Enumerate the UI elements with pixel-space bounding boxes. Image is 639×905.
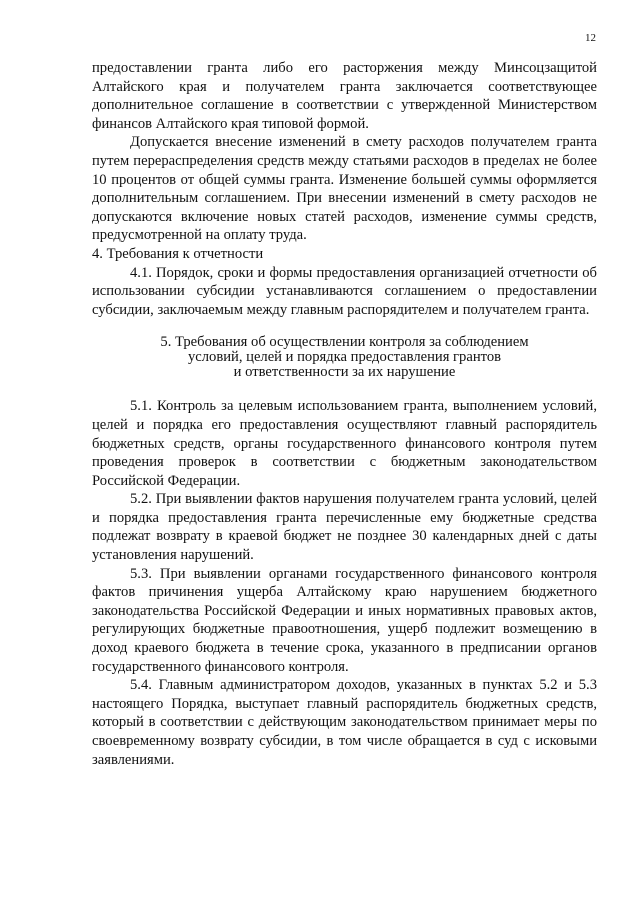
section-5-heading-line-2: условий, целей и порядка предоставления грантов bbox=[187, 349, 502, 366]
document-body bbox=[92, 59, 597, 769]
paragraph-intro-continuation: предоставлении гранта либо его расторжения между Минсоцзащитой Алтайского края и получателем гранта заключается соответствующее дополнительное соглашение в соответствии с утвержденной Министерством финансов Алтайского края типовой формой. bbox=[92, 60, 597, 132]
section-4-heading: 4. Требования к отчетности bbox=[92, 245, 264, 262]
paragraph-5-3: 5.3. При выявлении органами государственного финансового контроля фактов причинения ущерба Алтайскому краю нарушением бюджетного законодательства Российской Федерации и иных нормативных правовых актов, регулирующих бюджетные правоотношения, ущерб подлежит возмещению в доход краевого бюджета в течение срока, указанного в предписании органов государственного финансового контроля. bbox=[92, 565, 597, 675]
paragraph-estimate-changes: Допускается внесение изменений в смету расходов получателем гранта путем перераспределения средств между статьями расходов в пределах не более 10 процентов от общей суммы гранта. Изменение большей суммы оформляется дополнительным соглашением. При внесении изменений в смету расходов не допускаются включение новых статей расходов, изменение суммы средств, предусмотренной на оплату труда. bbox=[92, 134, 597, 244]
paragraph-5-2: 5.2. При выявлении фактов нарушения получателем гранта условий, целей и порядка предоставления гранта перечисленные ему бюджетные средства подлежат возврату в краевой бюджет не позднее 30 календарных дней с даты установления нарушений. bbox=[92, 491, 597, 564]
paragraph-5-4: 5.4. Главным администратором доходов, указанных в пунктах 5.2 и 5.3 настоящего Порядка, выступает главный распорядитель бюджетных средств, который в соответствии с действующим законодательством принимает меры по своевременному возврату субсидии, в том числе обращается в суд с исковыми заявлениями. bbox=[92, 677, 597, 768]
paragraph-5-1: 5.1. Контроль за целевым использованием гранта, выполнением условий, целей и порядка его предоставления осуществляют главный распорядитель бюджетных средств, органы государственного финансового контроля путем проведения проверок в соответствии с бюджетным законодательством Российской Федерации. bbox=[92, 398, 597, 489]
paragraph-4-1: 4.1. Порядок, сроки и формы предоставления организацией отчетности об использовании субсидии устанавливаются соглашением о предоставлении субсидии, заключаемым между главным распорядителем и получателем гранта. bbox=[92, 264, 597, 318]
section-5-heading-line-1: 5. Требования об осуществлении контроля за соблюдением bbox=[160, 334, 529, 351]
section-5-heading-line-3: и ответственности за их нарушение bbox=[233, 364, 456, 381]
section-5-heading bbox=[92, 335, 597, 380]
page-number: 12 bbox=[585, 32, 596, 44]
